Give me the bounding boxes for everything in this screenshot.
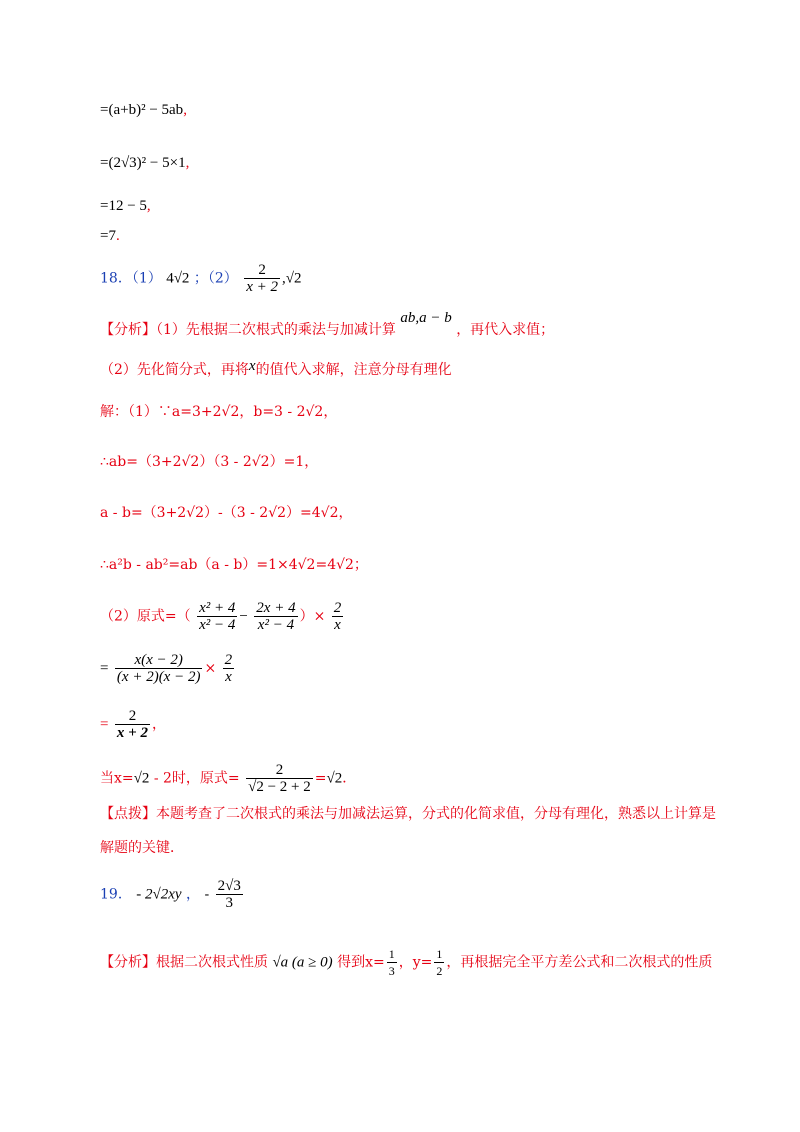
fraction-denominator: x² − 4 bbox=[254, 616, 297, 633]
equals-sign: = bbox=[100, 716, 109, 733]
fraction-1 bbox=[197, 600, 237, 633]
fraction-6 bbox=[115, 708, 150, 741]
fraction-denominator: x + 2 bbox=[116, 725, 148, 741]
period: ． bbox=[342, 770, 357, 787]
solution-8-mid: - 2时，原式= bbox=[149, 770, 240, 787]
fraction-3 bbox=[332, 600, 344, 633]
fraction-denominator: x² − 4 bbox=[199, 617, 236, 633]
comma: ， bbox=[151, 716, 166, 733]
fraction-5 bbox=[223, 652, 235, 685]
solution-line-2: ∴ab=（3+2√2）（3 - 2√2）=1， bbox=[100, 454, 319, 470]
q19-answer-1: - 2√2xy bbox=[136, 886, 182, 903]
q18-answer bbox=[100, 262, 302, 295]
q18-label: 18．（1） bbox=[100, 270, 162, 287]
fraction-2 bbox=[254, 600, 297, 633]
solution-line-1: 解：（1）∵a=3+2√2，b=3 - 2√2， bbox=[100, 404, 338, 420]
tip-line-1 bbox=[100, 804, 716, 824]
fraction-denominator: x bbox=[332, 616, 344, 633]
analysis-line-2 bbox=[100, 360, 452, 380]
fraction-denominator: x bbox=[223, 668, 235, 685]
radical-property: √a (a ≥ 0) bbox=[272, 954, 333, 971]
analysis19-text: 根据二次根式性质 bbox=[156, 954, 268, 971]
calc-expression-1: =(a+b)² − 5ab bbox=[100, 102, 184, 118]
solution-line-3: a - b=（3+2√2）-（3 - 2√2）=4√2， bbox=[100, 505, 353, 521]
fraction-numerator: 2 bbox=[128, 708, 137, 724]
calc-expression-3: =12 − 5 bbox=[100, 198, 147, 214]
q19-answer bbox=[100, 878, 245, 911]
equals-sign: = bbox=[100, 660, 109, 677]
fraction-numerator: 2x + 4 bbox=[256, 600, 296, 616]
analysis2-text: （2）先化简分式，再将 bbox=[100, 362, 249, 378]
solution-line-5 bbox=[100, 600, 345, 633]
fraction-7 bbox=[246, 762, 313, 795]
calc-line-2: =(2√3)² − 5×1, bbox=[100, 155, 190, 171]
solution-8-prefix: 当x= bbox=[100, 770, 134, 787]
tip-line-2: 解题的关键． bbox=[100, 840, 184, 856]
calc-line-3: =12 − 5, bbox=[100, 198, 151, 214]
analysis-tag: 【分析】 bbox=[100, 322, 156, 338]
fraction-numerator: 1 bbox=[388, 947, 395, 961]
q18-answer-1: 4√2 bbox=[166, 270, 190, 287]
equals-sign: = bbox=[314, 770, 327, 787]
fraction-numerator: x² + 4 bbox=[199, 600, 236, 616]
fraction-numerator: 2 bbox=[275, 762, 284, 778]
radical: √2 bbox=[133, 770, 150, 787]
analysis-expression: ab,a − b bbox=[400, 310, 452, 326]
solution-line-6 bbox=[100, 652, 236, 685]
analysis-line-1 bbox=[100, 310, 555, 340]
fraction-denominator: (x + 2)(x − 2) bbox=[116, 669, 201, 685]
fraction-numerator: 2 bbox=[333, 600, 342, 616]
fraction-4 bbox=[115, 652, 203, 685]
analysis-text: （1）先根据二次根式的乘法与加减计算 bbox=[156, 322, 396, 338]
q19-separator: ， bbox=[186, 886, 201, 903]
solution-line-4: ∴a²b - ab²=ab（a - b）=1×4√2=4√2； bbox=[100, 557, 368, 573]
calc-expression-2: =(2√3)² − 5×1 bbox=[100, 155, 186, 171]
fraction-numerator: x(x − 2) bbox=[134, 652, 183, 668]
tip-tag: 【点拨】 bbox=[100, 806, 156, 822]
solution-5-prefix: （2）原式=（ bbox=[100, 608, 191, 625]
fraction-denominator: 3 bbox=[388, 964, 395, 978]
analysis19-line bbox=[100, 946, 712, 979]
analysis19-text-4: ，再根据完全平方差公式和二次根式的性质 bbox=[446, 954, 713, 971]
q18-separator: ；（2） bbox=[193, 270, 238, 287]
fraction-numerator: 2 bbox=[224, 652, 233, 668]
solution-line-8 bbox=[100, 762, 356, 795]
minus-sign: − bbox=[239, 608, 248, 625]
fraction-numerator: 2√3 bbox=[217, 878, 241, 894]
analysis2-text-tail: 的值代入求解，注意分母有理化 bbox=[255, 362, 452, 378]
minus-sign: - bbox=[204, 886, 210, 903]
fraction-denominator: √2 − 2 + 2 bbox=[248, 779, 311, 795]
fraction-numerator: 2 bbox=[258, 262, 266, 278]
analysis19-text-3: ，y= bbox=[398, 954, 433, 971]
fraction-numerator: 1 bbox=[436, 947, 443, 961]
q19-label: 19． bbox=[100, 886, 132, 903]
fraction-denominator: x + 2 bbox=[246, 279, 279, 295]
x-fraction bbox=[387, 946, 397, 979]
calc-line-1: =(a+b)² − 5ab, bbox=[100, 102, 187, 118]
analysis-text-tail: ，再代入求值； bbox=[456, 322, 555, 338]
q18-answer-2-tail: ,√2 bbox=[282, 270, 302, 287]
fraction-denominator: 2 bbox=[436, 964, 443, 978]
calc-expression-4: =7 bbox=[100, 228, 116, 244]
analysis2-variable: x bbox=[248, 358, 256, 374]
analysis19-text-2: 得到x= bbox=[337, 954, 385, 971]
analysis-tag: 【分析】 bbox=[100, 954, 156, 971]
solution-line-7 bbox=[100, 708, 166, 741]
tip-text: 本题考查了二次根式的乘法与加减法运算，分式的化简求值，分母有理化，熟悉以上计算是 bbox=[156, 806, 716, 822]
q19-answer-2-fraction bbox=[216, 878, 243, 911]
solution-5-mid: ）× bbox=[299, 608, 326, 625]
result-radical: √2 bbox=[326, 770, 343, 787]
y-fraction bbox=[434, 946, 444, 979]
calc-line-4: =7. bbox=[100, 228, 120, 244]
fraction-denominator: 3 bbox=[216, 894, 243, 911]
times-sign: × bbox=[204, 660, 217, 677]
q18-answer-2-fraction bbox=[244, 262, 280, 295]
